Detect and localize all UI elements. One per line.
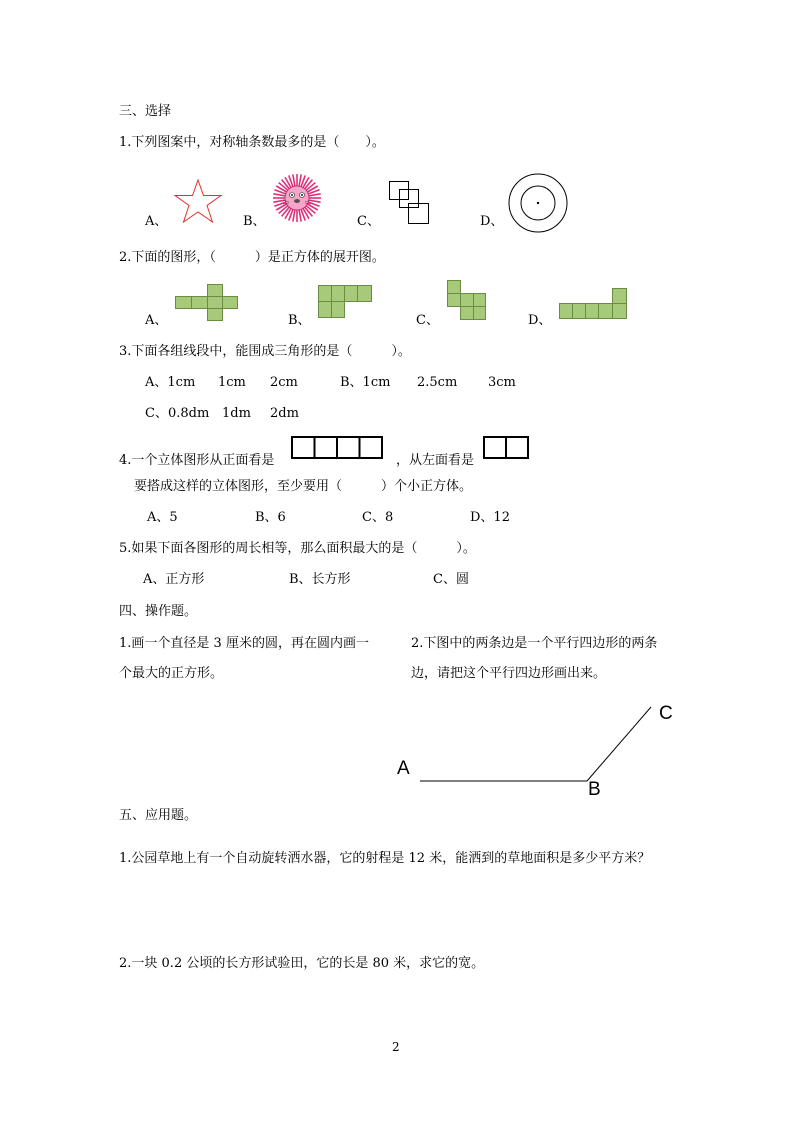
q1-option-d: D、 [480,214,504,229]
cube-net-a [175,284,239,322]
q4-stem-front: 4.一个立体图形从正面看是 [119,453,275,468]
section-4-title: 四、操作题。 [119,604,198,619]
q1-option-c: C、 [357,214,380,229]
q2-option-b: B、 [288,313,311,328]
q4-line2: 要搭成这样的立体图形，至少要用（ ）个小正方体。 [134,479,473,494]
left-view-figure [483,436,529,460]
q1-stem: 1.下列图案中，对称轴条数最多的是（ ）。 [119,135,385,150]
point-b-label: B [588,779,601,800]
q3-stem: 3.下面各组线段中，能围成三角形的是（ ）。 [119,344,411,359]
q3-option-a-1: A、1cm [145,375,196,390]
q5-stem: 5.如果下面各图形的周长相等，那么面积最大的是（ ）。 [119,541,476,556]
op-q2-line1: 2.下图中的两条边是一个平行四边形的两条 [411,636,658,651]
overlapping-squares-figure [388,180,432,226]
q3-option-a-3: 2cm [270,375,298,390]
page-number: 2 [392,1040,400,1054]
q2-stem: 2.下面的图形，（ ）是正方体的展开图。 [119,250,385,265]
q4-stem-left: ，从左面看是 [396,453,475,468]
q2-option-c: C、 [416,313,439,328]
point-c-label: C [659,703,673,724]
q4-option-a: A、5 [147,510,178,525]
point-a-label: A [397,758,410,779]
q5-option-a: A、正方形 [143,572,205,587]
q5-option-b: B、长方形 [289,572,351,587]
section-3-title: 三、选择 [119,104,172,119]
parallelogram-edges-figure [420,706,652,784]
q3-option-b-1: B、1cm [340,375,391,390]
q5-option-c: C、圆 [433,572,469,587]
q1-option-a: A、 [145,214,168,229]
q3-option-a-2: 1cm [218,375,246,390]
q3-option-b-2: 2.5cm [417,375,458,390]
app-q1: 1.公园草地上有一个自动旋转洒水器，它的射程是 12 米，能洒到的草地面积是多少平方米？ [119,851,651,866]
cube-net-c [447,280,487,322]
section-5-title: 五、应用题。 [119,808,198,823]
op-q2-line2: 边，请把这个平行四边形画出来。 [411,666,607,681]
front-view-figure [291,436,383,460]
cube-net-b [318,285,374,319]
q2-option-d: D、 [528,313,552,328]
op-q1-line2: 个最大的正方形。 [119,666,224,681]
q3-option-c-3: 2dm [270,406,299,421]
q3-option-b-3: 3cm [488,375,516,390]
q2-option-a: A、 [145,313,168,328]
lion-flower-figure [272,173,322,223]
q4-option-d: D、12 [470,510,510,525]
op-q1-line1: 1.画一个直径是 3 厘米的圆，再在圆内画一 [119,636,369,651]
q1-option-b: B、 [243,214,266,229]
cube-net-d [559,288,629,322]
app-q2: 2.一块 0.2 公顷的长方形试验田，它的长是 80 米，求它的宽。 [119,956,485,971]
q4-option-c: C、8 [362,510,394,525]
concentric-circles-figure [507,172,569,234]
q3-option-c-2: 1dm [222,406,251,421]
star-figure [172,178,224,224]
q3-option-c-1: C、0.8dm [145,406,210,421]
q4-option-b: B、6 [255,510,286,525]
